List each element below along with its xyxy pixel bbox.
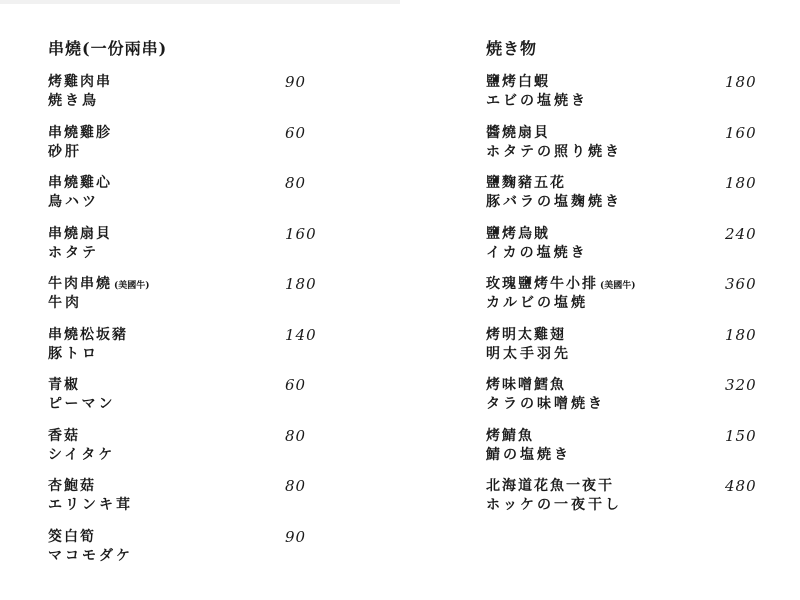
item-price: 180 bbox=[725, 325, 757, 344]
item-name-jp: マコモダケ bbox=[48, 547, 133, 564]
item-name-zh-text: 北海道花魚一夜干 bbox=[486, 478, 614, 494]
item-price: 180 bbox=[725, 174, 757, 192]
menu-item bbox=[486, 276, 786, 327]
item-name-zh-text: 烤雞肉串 bbox=[48, 74, 112, 90]
item-price: 90 bbox=[285, 527, 307, 546]
menu-item bbox=[486, 175, 786, 226]
menu-item bbox=[48, 478, 368, 529]
item-price: 80 bbox=[285, 174, 307, 192]
item-price: 60 bbox=[285, 376, 307, 394]
item-name-jp: 鳥ハツ bbox=[48, 194, 99, 210]
menu-item bbox=[486, 226, 786, 277]
item-name-jp: 鯖の塩焼き bbox=[486, 446, 571, 463]
item-name-jp: エリンキ茸 bbox=[48, 497, 133, 513]
menu-item bbox=[48, 327, 368, 378]
menu-item bbox=[48, 125, 368, 176]
menu-item bbox=[486, 125, 786, 176]
item-name-zh bbox=[48, 478, 368, 497]
item-price: 360 bbox=[725, 275, 757, 293]
item-name-zh-text: 鹽烤白蝦 bbox=[486, 74, 550, 90]
item-price: 480 bbox=[725, 477, 757, 495]
item-name-zh bbox=[48, 529, 368, 548]
item-price: 150 bbox=[725, 426, 757, 445]
item-price: 320 bbox=[725, 376, 757, 394]
item-price: 60 bbox=[285, 123, 307, 142]
item-price: 90 bbox=[285, 73, 307, 91]
item-name-jp: イカの塩焼き bbox=[486, 244, 588, 261]
item-name-jp: タラの味噌焼き bbox=[486, 396, 605, 412]
item-name-zh-text: 玫瑰鹽烤牛小排 bbox=[486, 276, 598, 292]
menu-item bbox=[486, 428, 786, 479]
item-name-zh bbox=[48, 276, 368, 295]
item-name-jp: 豚バラの塩麹焼き bbox=[486, 194, 622, 210]
item-price: 80 bbox=[285, 426, 307, 445]
item-name-zh bbox=[48, 125, 368, 144]
item-name-zh-text: 醬燒扇貝 bbox=[486, 124, 550, 141]
menu-item bbox=[48, 377, 368, 428]
grilled-section bbox=[486, 36, 786, 529]
item-name-zh-text: 筊白筍 bbox=[48, 528, 96, 545]
item-name-zh bbox=[48, 327, 368, 346]
item-name-zh bbox=[48, 226, 368, 245]
menu-item bbox=[48, 175, 368, 226]
item-price: 180 bbox=[725, 73, 757, 91]
item-name-jp: カルビの塩焼 bbox=[486, 295, 588, 311]
item-name-zh-text: 烤明太雞翅 bbox=[486, 326, 566, 343]
item-price: 140 bbox=[285, 325, 317, 344]
item-name-jp: エビの塩焼き bbox=[486, 93, 588, 109]
item-name-jp: 焼き鳥 bbox=[48, 93, 99, 109]
menu-item bbox=[486, 327, 786, 378]
menu-item bbox=[486, 377, 786, 428]
item-name-jp: 牛肉 bbox=[48, 295, 82, 311]
item-name-zh bbox=[48, 377, 368, 396]
item-name-jp: ピーマン bbox=[48, 396, 116, 412]
item-name-jp: 砂肝 bbox=[48, 143, 82, 160]
item-name-zh-text: 鹽麴豬五花 bbox=[486, 175, 566, 191]
item-price: 160 bbox=[285, 224, 317, 243]
item-price: 240 bbox=[725, 224, 757, 243]
menu-item bbox=[48, 226, 368, 277]
item-name-zh-text: 烤鯖魚 bbox=[486, 427, 534, 444]
item-name-jp: ホタテ bbox=[48, 244, 99, 261]
menu-item bbox=[486, 478, 786, 529]
page-edge-shade bbox=[0, 0, 400, 4]
menu-item bbox=[48, 74, 368, 125]
section-title-grilled: 焼き物 bbox=[486, 39, 538, 58]
item-name-zh-text: 杏鮑菇 bbox=[48, 478, 96, 494]
item-name-zh bbox=[48, 428, 368, 447]
menu-item bbox=[486, 74, 786, 125]
item-name-jp: 明太手羽先 bbox=[486, 345, 571, 362]
item-name-zh-text: 香菇 bbox=[48, 427, 80, 444]
item-name-zh bbox=[48, 175, 368, 194]
item-name-zh-text: 烤味噌鱈魚 bbox=[486, 377, 566, 393]
item-price: 180 bbox=[285, 275, 317, 293]
item-name-jp: シイタケ bbox=[48, 446, 116, 463]
item-name-zh-text: 鹽烤烏賊 bbox=[486, 225, 550, 242]
menu-item bbox=[48, 276, 368, 327]
item-price: 160 bbox=[725, 123, 757, 142]
item-note: (美國牛) bbox=[600, 281, 636, 291]
item-price: 80 bbox=[285, 477, 307, 495]
item-name-zh-text: 串燒松坂豬 bbox=[48, 326, 128, 343]
item-name-zh-text: 串燒扇貝 bbox=[48, 225, 112, 242]
menu-item bbox=[48, 428, 368, 479]
item-name-jp: 豚トロ bbox=[48, 345, 99, 362]
skewers-section bbox=[48, 36, 368, 579]
item-name-jp: ホタテの照り焼き bbox=[486, 143, 622, 160]
item-name-jp: ホッケの一夜干し bbox=[486, 497, 622, 513]
item-name-zh-text: 串燒雞心 bbox=[48, 175, 112, 191]
item-note: (美國牛) bbox=[114, 281, 150, 291]
item-name-zh-text: 串燒雞胗 bbox=[48, 124, 112, 141]
item-name-zh bbox=[48, 74, 368, 93]
section-title-skewers: 串燒(一份兩串) bbox=[48, 39, 168, 58]
item-name-zh-text: 牛肉串燒 bbox=[48, 276, 112, 292]
item-name-zh-text: 青椒 bbox=[48, 377, 80, 393]
menu-item bbox=[48, 529, 368, 580]
